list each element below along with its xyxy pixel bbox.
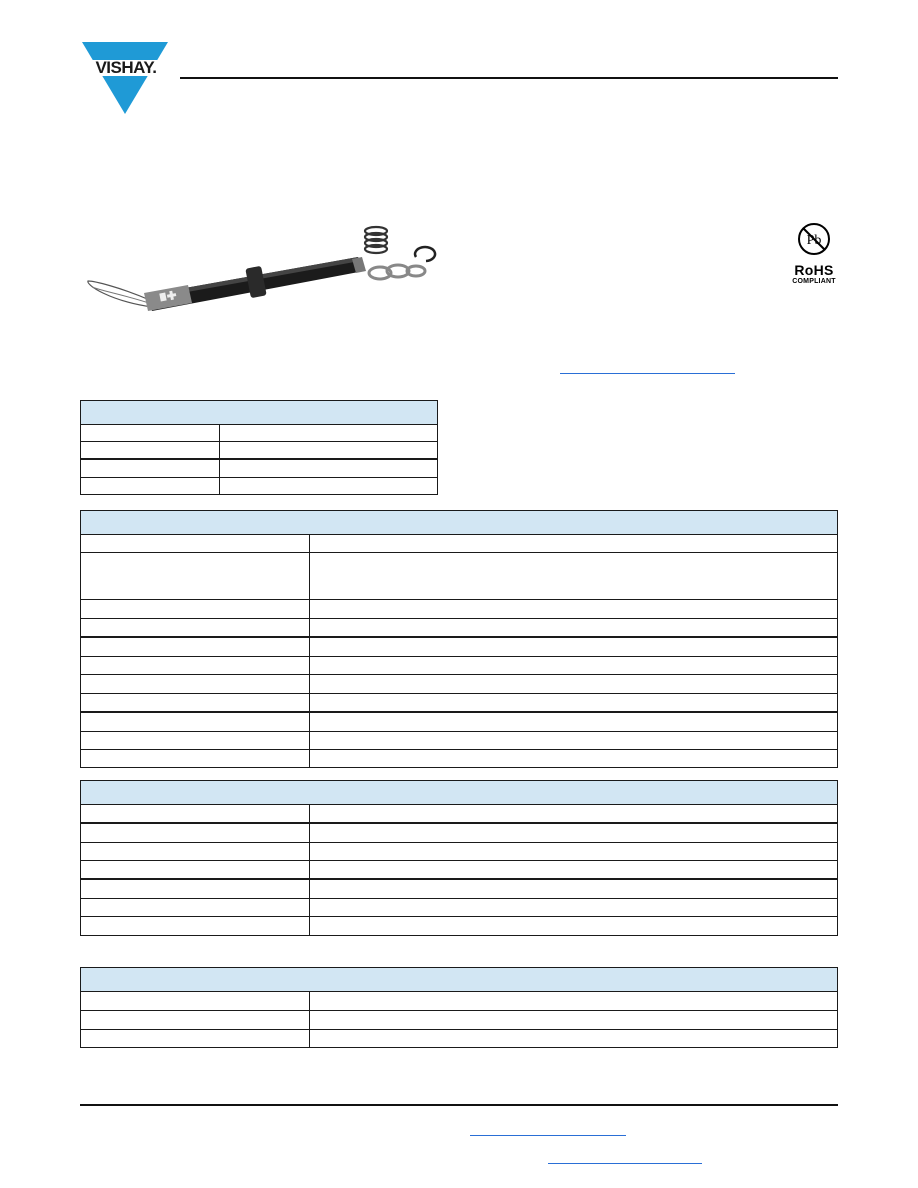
table-row	[81, 675, 837, 694]
table-row	[81, 861, 837, 880]
rohs-title: RoHS	[794, 262, 834, 278]
table-row	[81, 805, 837, 824]
link-underline-2[interactable]	[470, 1135, 626, 1136]
table-row	[81, 553, 837, 600]
table-row	[81, 478, 437, 494]
table-row	[81, 732, 837, 750]
table-row	[81, 992, 837, 1011]
table-row	[81, 880, 837, 899]
table-row	[81, 600, 837, 619]
footer-rule	[80, 1104, 838, 1106]
table-row	[81, 460, 437, 478]
logo-text: VISHAY.	[80, 60, 172, 76]
table-row	[81, 899, 837, 917]
table-row	[81, 713, 837, 732]
vishay-logo	[80, 40, 172, 116]
table-row	[81, 694, 837, 713]
table-row	[81, 442, 437, 460]
link-underline-1[interactable]	[560, 373, 735, 374]
spec-table-3	[80, 780, 838, 936]
table-row	[81, 824, 837, 843]
table-row	[81, 843, 837, 861]
table-row	[81, 535, 837, 553]
svg-text:Pb: Pb	[806, 233, 822, 248]
table-row	[81, 1011, 837, 1030]
no-lead-icon	[794, 222, 834, 256]
table-row	[81, 750, 837, 767]
table-row	[81, 638, 837, 657]
table-row	[81, 917, 837, 935]
header-rule	[180, 77, 838, 79]
table-row	[81, 657, 837, 675]
table-header	[81, 401, 437, 425]
table-header	[81, 968, 837, 992]
table-header	[81, 781, 837, 805]
spec-table-2	[80, 510, 838, 768]
table-header	[81, 511, 837, 535]
table-row	[81, 1030, 837, 1047]
link-underline-3[interactable]	[548, 1163, 702, 1164]
spec-table-4	[80, 967, 838, 1048]
spec-table-1	[80, 400, 438, 495]
rohs-subtitle: COMPLIANT	[792, 278, 836, 285]
table-row	[81, 619, 837, 638]
table-row	[81, 425, 437, 442]
rohs-compliant-mark	[786, 222, 842, 294]
product-image	[80, 215, 440, 330]
